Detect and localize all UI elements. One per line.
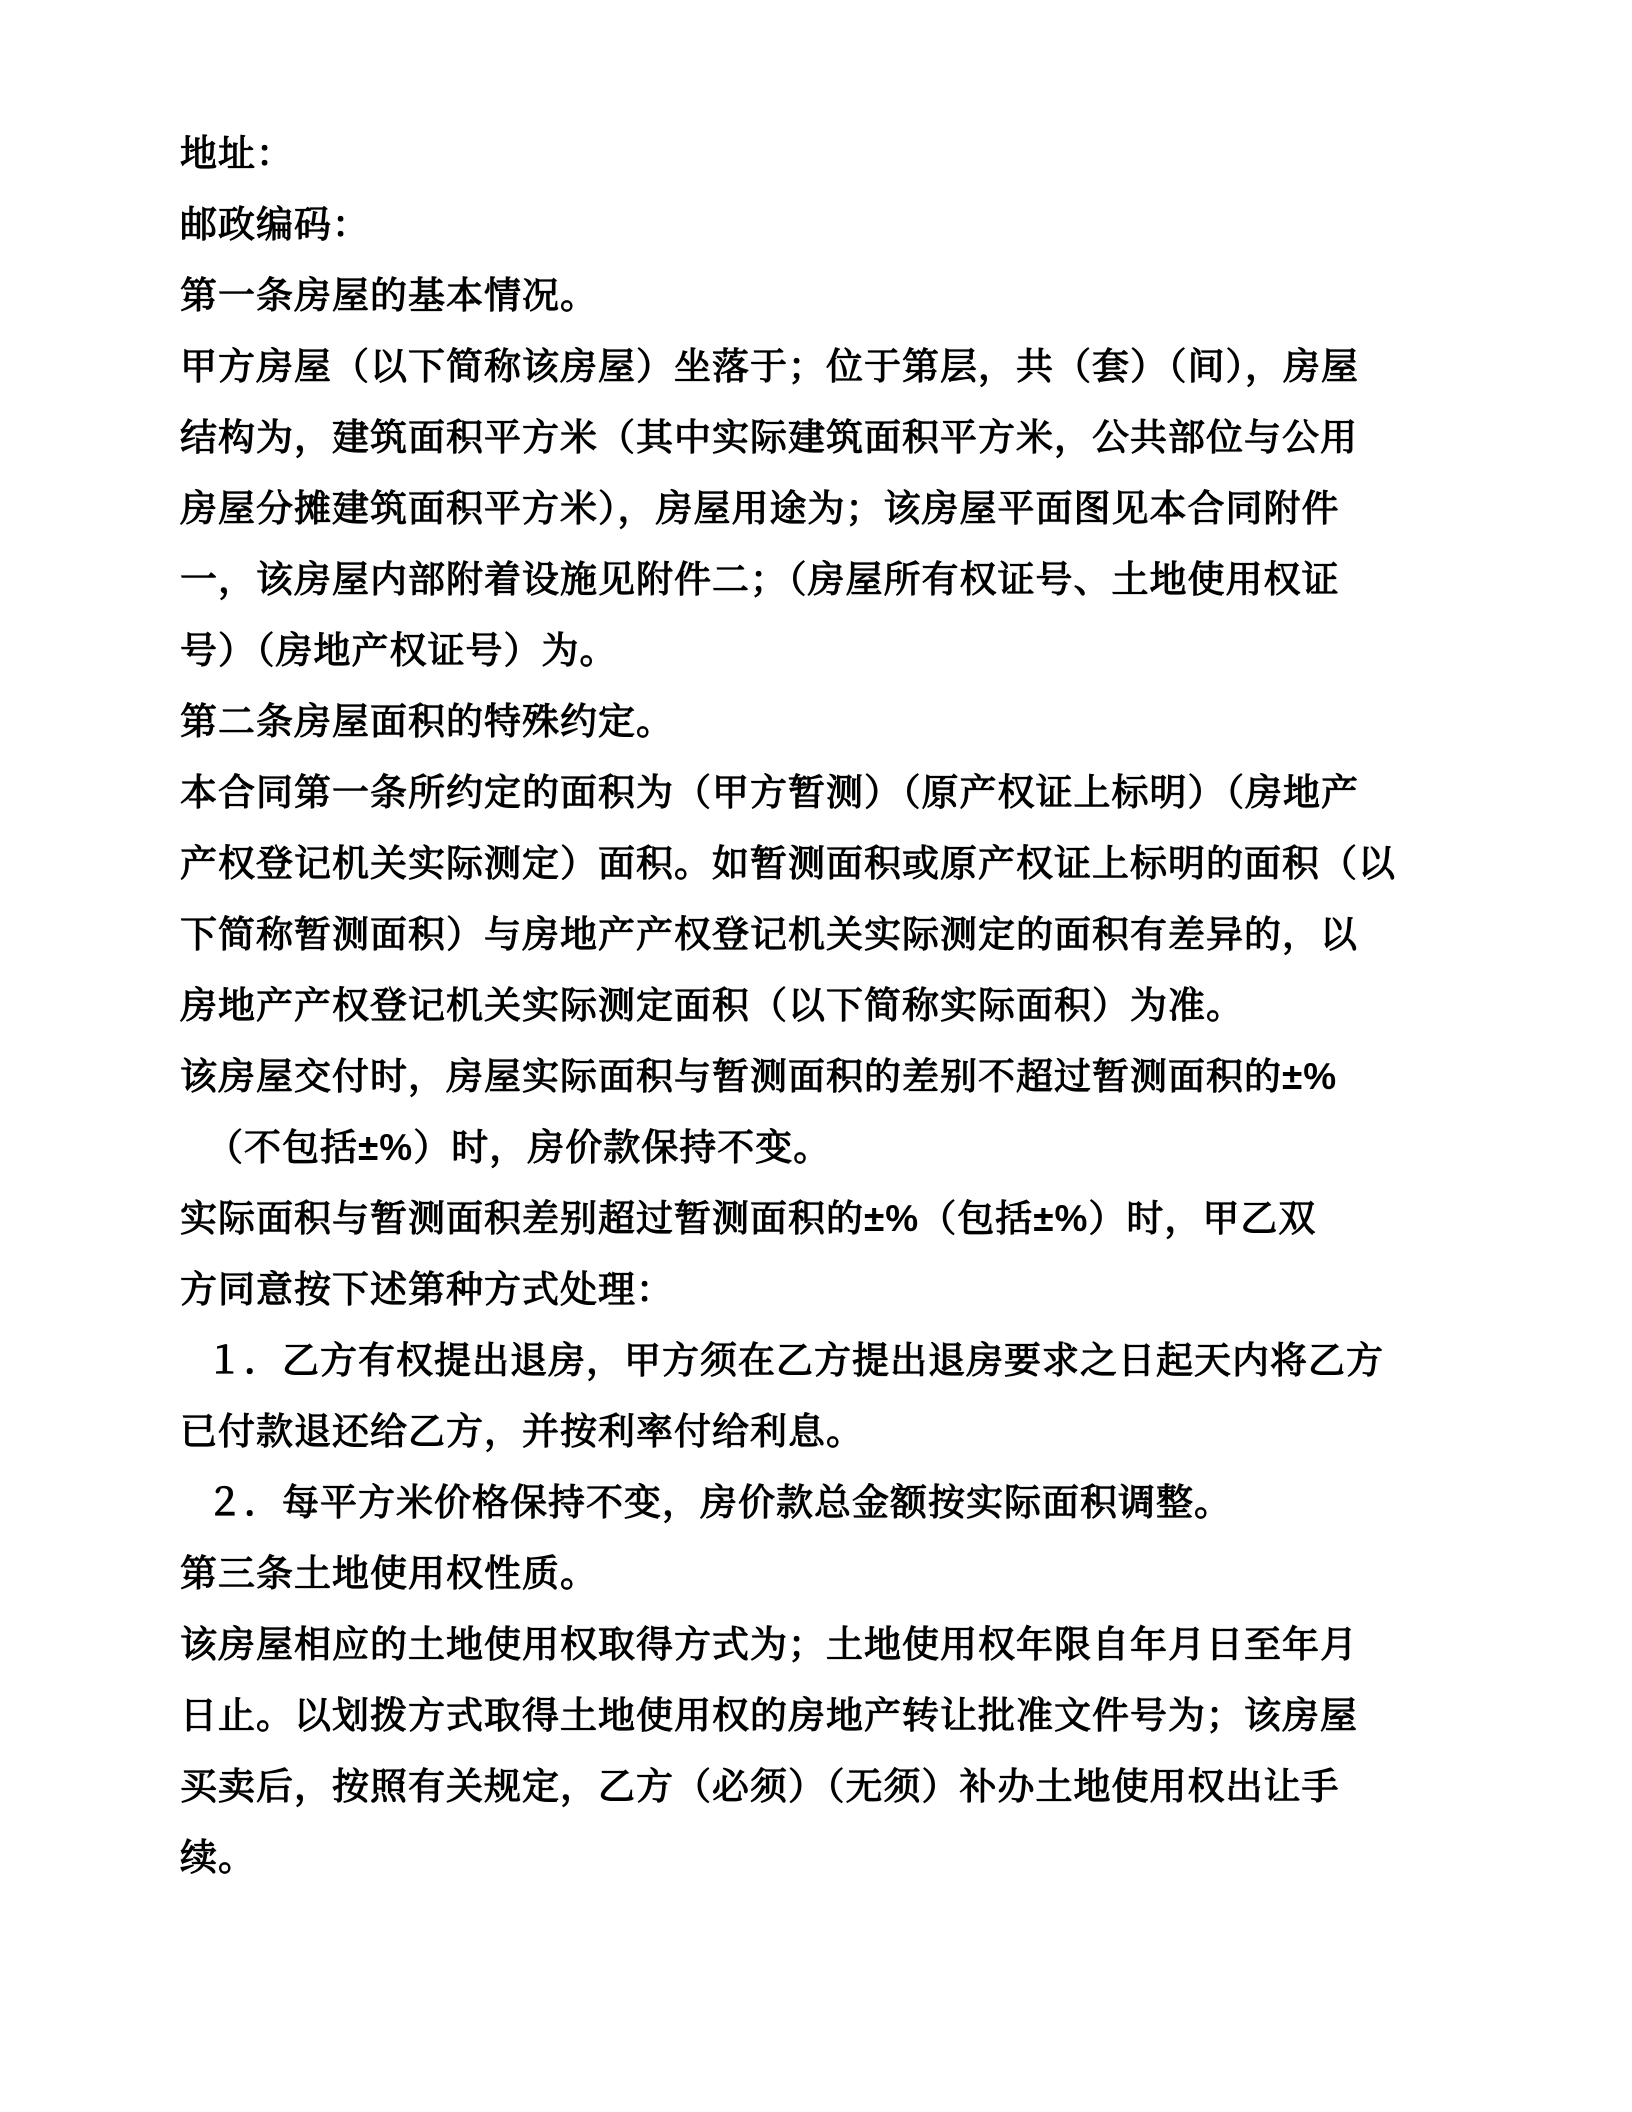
heading-line: 第三条土地使用权性质。 (180, 1553, 598, 1594)
heading-line: 第二条房屋面积的特殊约定。 (180, 701, 674, 742)
text-line: 该房屋相应的土地使用权取得方式为；土地使用权年限自年月日至年月 (180, 1624, 1358, 1665)
text-line: 号）（房地产权证号）为。 (180, 630, 618, 671)
text-line: 本合同第一条所约定的面积为（甲方暂测）（原产权证上标明）（房地产 (180, 772, 1359, 813)
text-line: 日止。以划拨方式取得土地使用权的房地产转让批准文件号为；该房屋 (180, 1695, 1358, 1736)
text-line: 房屋分摊建筑面积平方米），房屋用途为；该房屋平面图见本合同附件 (180, 488, 1340, 529)
text-line: 甲方房屋（以下简称该房屋）坐落于；位于第层，共（套）（间），房屋 (180, 346, 1359, 387)
heading-line: 邮政编码： (180, 204, 370, 245)
text-line: 房地产产权登记机关实际测定面积（以下简称实际面积）为准。 (180, 985, 1244, 1026)
text-line: ２．每平方米价格保持不变，房价款总金额按实际面积调整。 (206, 1482, 1232, 1523)
heading-line: 地址： (180, 133, 294, 174)
text-line: １．乙方有权提出退房，甲方须在乙方提出退房要求之日起天内将乙方 (206, 1340, 1384, 1381)
text-line: 已付款退还给乙方，并按利率付给利息。 (180, 1411, 864, 1452)
text-line: 实际面积与暂测面积差别超过暂测面积的±%（包括±%）时，甲乙双 (180, 1198, 1317, 1239)
text-line: 下简称暂测面积）与房地产产权登记机关实际测定的面积有差异的，以 (180, 914, 1358, 955)
document-content (180, 118, 1396, 1893)
text-line: 结构为，建筑面积平方米（其中实际建筑面积平方米，公共部位与公用 (180, 417, 1358, 458)
text-line: 一，该房屋内部附着设施见附件二；（房屋所有权证号、土地使用权证 (180, 559, 1340, 600)
text-line: 续。 (180, 1837, 256, 1878)
text-line: 买卖后，按照有关规定，乙方（必须）（无须）补办土地使用权出让手 (180, 1766, 1340, 1807)
text-line: 该房屋交付时，房屋实际面积与暂测面积的差别不超过暂测面积的±% (180, 1056, 1338, 1097)
heading-line: 第一条房屋的基本情况。 (180, 275, 598, 316)
text-line: 产权登记机关实际测定）面积。如暂测面积或原产权证上标明的面积（以 (180, 843, 1396, 884)
text-line: （不包括±%）时，房价款保持不变。 (206, 1127, 832, 1168)
text-line: 方同意按下述第种方式处理： (180, 1269, 674, 1310)
